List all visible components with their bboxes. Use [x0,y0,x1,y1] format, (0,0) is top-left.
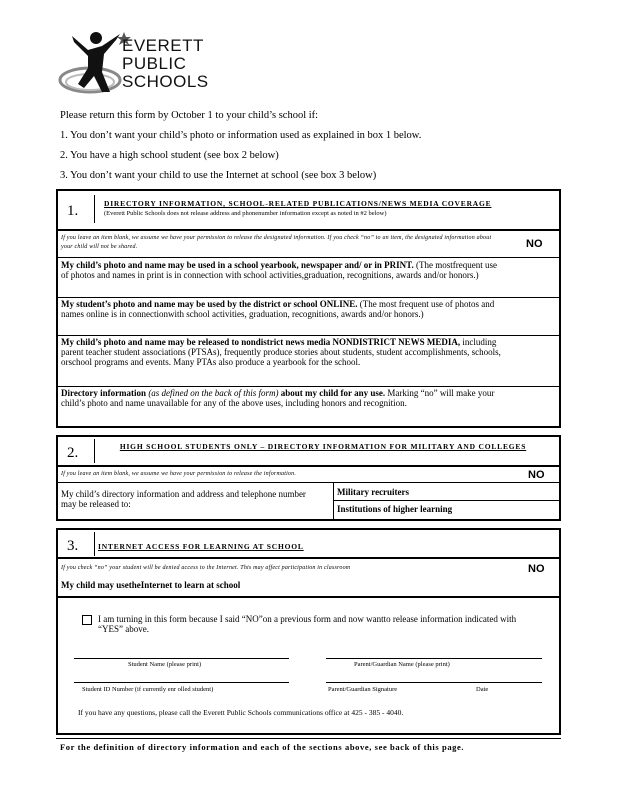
box-2-left-text: My child’s directory information and address and telephone number may be released to: [61,489,306,509]
student-name-label: Student Name (please print) [128,661,202,668]
box-1-row-directory: Directory information (as defined on the back of this form) about my child for any use. Marking “no” will make your child’s photo and name unavailable for any of the above uses, including honors and recognition. [61,388,495,408]
student-id-line[interactable] [74,682,289,683]
box-1-row-print: My child’s photo and name may be used in a school yearbook, newspaper and/ or in PRINT. (The mostfrequent use of photos and names in print is in connection with school activities,graduation, recognitions, awards and/or honors.) [61,260,497,280]
box-2-option-institutions: Institutions of higher learning [337,504,453,514]
intro-item-3: 3. You don’t want your child to use the Internet at school (see box 3 below) [60,170,377,181]
logo-line-1: EVERETT [122,36,204,55]
box-2-instruction: If you leave an item blank, we assume we have your permission to release the information. [61,471,297,477]
box-2-no-label: NO [528,469,545,481]
box-3-number: 3. [67,538,79,554]
date-label: Date [476,686,489,693]
box-2-title: HIGH SCHOOL STUDENTS ONLY – DIRECTORY INFORMATION FOR MILITARY AND COLLEGES [119,442,527,451]
release-checkbox[interactable] [82,615,92,625]
logo-line-3: SCHOOLS [122,72,209,91]
box-3-no-label: NO [528,563,545,575]
box-2-military-colleges [56,435,561,521]
intro-item-2: 2. You have a high school student (see box 2 below) [60,150,279,161]
student-id-label: Student ID Number (if currently enr olled student) [82,686,214,693]
box-3-checkbox-text: I am turning in this form because I said “NO”on a previous form and now wantto release information indicated with “YES” above. [98,614,517,634]
footer-note: For the definition of directory information and each of the sections above, see back of this page. [60,742,465,752]
parent-name-line[interactable] [326,658,542,659]
box-1-row-news-media: My child’s photo and name may be released to nondistrict news media NONDISTRICT NEWS MEDIA, including parent teacher student associations (PTSAs), frequently produce stories about students, student accomplishments, schools, orschool programs and events. Many PTAs also produce a yearbook for the school. [61,337,501,367]
intro-line: Please return this form by October 1 to your child’s school if: [60,110,319,121]
box-1-directory-information [56,189,561,428]
box-1-instruction: If you leave an item blank, we assume we have your permission to release the designated information. If you check “no” to an item, the designated information about your child will not be shared. [61,235,492,250]
box-3-instruction: If you check “no” your student will be denied access to the Internet. This may affect participation in classroom [61,565,351,571]
box-3-title: INTERNET ACCESS FOR LEARNING AT SCHOOL [98,542,304,551]
box-2-number: 2. [67,445,79,461]
box-2-option-military: Military recruiters [337,487,410,497]
box-3-questions: If you have any questions, please call the Everett Public Schools communications office at 425 - 385 - 4040. [78,708,404,717]
box-1-number: 1. [67,203,79,219]
box-3-internet-access [56,528,561,735]
logo [58,26,228,100]
student-name-line[interactable] [74,658,289,659]
parent-signature-line[interactable] [326,682,542,683]
box-1-subtitle: (Everett Public Schools does not release address and phonenumber information except as noted in #2 below) [104,210,387,217]
box-3-statement: My child may usetheInternet to learn at school [61,580,241,590]
box-1-row-online: My student’s photo and name may be used by the district or school ONLINE. (The most frequent use of photos and names online is in connectionwith school activities, graduation, recognitions, awards and/or honors.) [61,299,495,319]
box-1-title: DIRECTORY INFORMATION, SCHOOL-RELATED PUBLICATIONS/NEWS MEDIA COVERAGE [104,199,492,208]
logo-line-2: PUBLIC [122,54,187,73]
intro-item-1: 1. You don’t want your child’s photo or information used as explained in box 1 below. [60,130,422,141]
box-1-no-label: NO [526,238,543,250]
parent-name-label: Parent/Guardian Name (please print) [354,661,450,668]
parent-signature-label: Parent/Guardian Signature [328,686,398,693]
